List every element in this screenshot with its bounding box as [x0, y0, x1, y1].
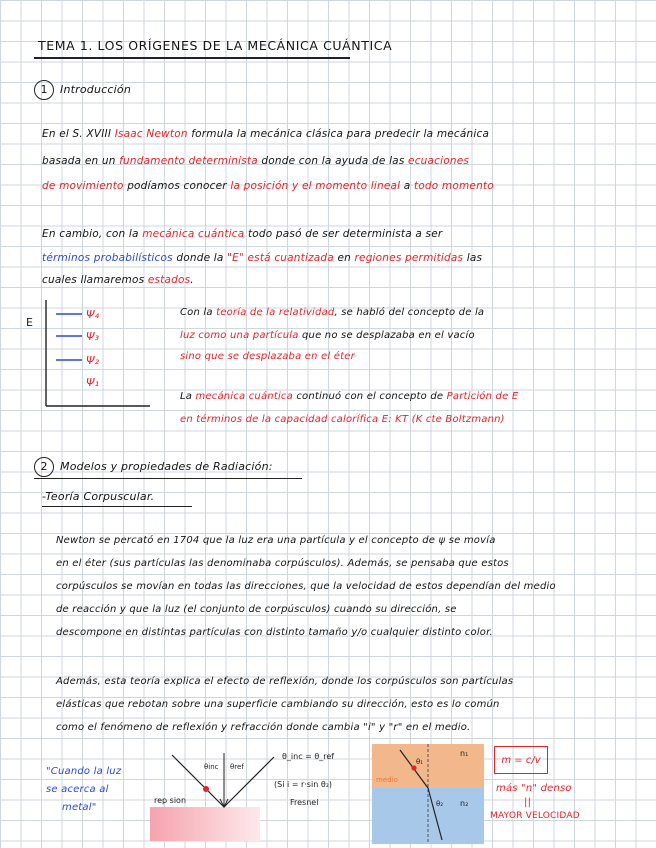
corpuscular-p1-line: de reacción y que la luz (el conjunto de corpúsculos) cuando su dirección, se [56, 604, 457, 615]
angle1-label: θ₁ [416, 758, 424, 766]
particle-dot [203, 786, 209, 792]
section-number-2: 2 [34, 457, 54, 477]
denser-note: más "n" denso [496, 783, 572, 794]
refraction-diagram [372, 744, 484, 844]
section-2-underline [34, 478, 302, 479]
theta-ref-label: θref [230, 763, 244, 771]
relativity-line-1: Con la teoría de la relatividad, se habló del concepto de la [180, 307, 485, 318]
section-number-1: 1 [34, 80, 54, 100]
metal-surface [150, 807, 260, 841]
fresnel-formula: (Si i = r·sin θ₂) [274, 780, 333, 789]
index-formula: m = c/v [501, 754, 541, 766]
title-underline [34, 57, 350, 59]
angle-equation: θ_inc = θ_ref [282, 752, 335, 761]
index-formula-box [494, 746, 548, 774]
energy-level-label: Ψ₂ [86, 354, 100, 367]
relativity-line-5: en términos de la capacidad calorífica E: KT (K cte Boltzmann) [180, 414, 505, 425]
corpuscular-p2-line: elásticas que rebotan sobre una superficie cambiando su dirección, esto es lo común [56, 699, 500, 710]
speed-note: MAYOR VELOCIDAD [490, 811, 580, 821]
note-separator: || [524, 797, 532, 808]
particle-dot [411, 765, 416, 770]
energy-axis-label: E [26, 316, 33, 329]
section-heading-1: Introducción [60, 83, 131, 96]
relativity-line-4: La mecánica cuántica continuó con el concepto de Partición de E [180, 391, 519, 402]
corpuscular-p1-line: Newton se percató en 1704 que la luz era una partícula y el concepto de ψ se movía [56, 535, 496, 546]
intro-p2-line1: En cambio, con la mecánica cuántica todo pasó de ser determinista a ser [42, 228, 443, 240]
angle2-label: θ₂ [436, 800, 444, 808]
page-title: TEMA 1. LOS ORÍGENES DE LA MECÁNICA CUÁNTICA [38, 38, 393, 53]
section-heading-2: Modelos y propiedades de Radiación: [60, 460, 273, 473]
metal-note-line: se acerca al [46, 784, 109, 795]
intro-p1-line2: basada en un fundamento determinista donde con la ayuda de las ecuaciones [42, 155, 470, 167]
intro-p2-line2: términos probabilísticos donde la "E" está cuantizada en regiones permitidas las [42, 252, 483, 264]
energy-level-diagram [20, 292, 160, 412]
energy-level-label: Ψ₁ [86, 376, 100, 389]
relativity-line-2: luz como una partícula que no se desplazaba en el vacío [180, 330, 475, 341]
corpuscular-heading: -Teoría Corpuscular. [42, 490, 155, 503]
intro-p1-line3: de movimiento podíamos conocer la posición y el momento lineal a todo momento [42, 180, 494, 192]
corpuscular-p1-line: corpúsculos se movían en todas las direcciones, que la velocidad de estos dependían del medio [56, 581, 556, 592]
corpuscular-p2-line: como el fenómeno de reflexión y refracción donde cambia "i" y "r" en el medio. [56, 722, 471, 733]
reflection-diagram [150, 745, 350, 845]
medium-label: medio [376, 776, 398, 784]
n2-label: n₂ [460, 799, 469, 808]
energy-level-label: Ψ₄ [86, 308, 100, 321]
corpuscular-p1-line: descompone en distintas partículas con distinto tamaño y/o cualquier distinto color. [56, 627, 493, 638]
intro-p1-line1: En el S. XVIII Isaac Newton formula la mecánica clásica para predecir la mecánica [42, 128, 490, 140]
theta-inc-label: θinc [204, 763, 219, 771]
surface-label: rep sion [154, 796, 187, 805]
n1-label: n₁ [460, 749, 469, 758]
intro-p2-line3: cuales llamaremos estados. [42, 274, 194, 286]
metal-note-line: metal" [62, 802, 97, 813]
corpuscular-underline [42, 506, 192, 507]
relativity-line-3: sino que se desplazaba en el éter [180, 351, 355, 362]
corpuscular-p2-line: Además, esta teoría explica el efecto de reflexión, donde los corpúsculos son partículas [56, 676, 514, 687]
energy-level-label: Ψ₃ [86, 330, 100, 343]
fresnel-label: Fresnel [290, 798, 319, 807]
metal-note-line: "Cuando la luz [46, 766, 122, 777]
corpuscular-p1-line: en el éter (sus partículas las denominaba corpúsculos). Además, se pensaba que estos [56, 558, 509, 569]
